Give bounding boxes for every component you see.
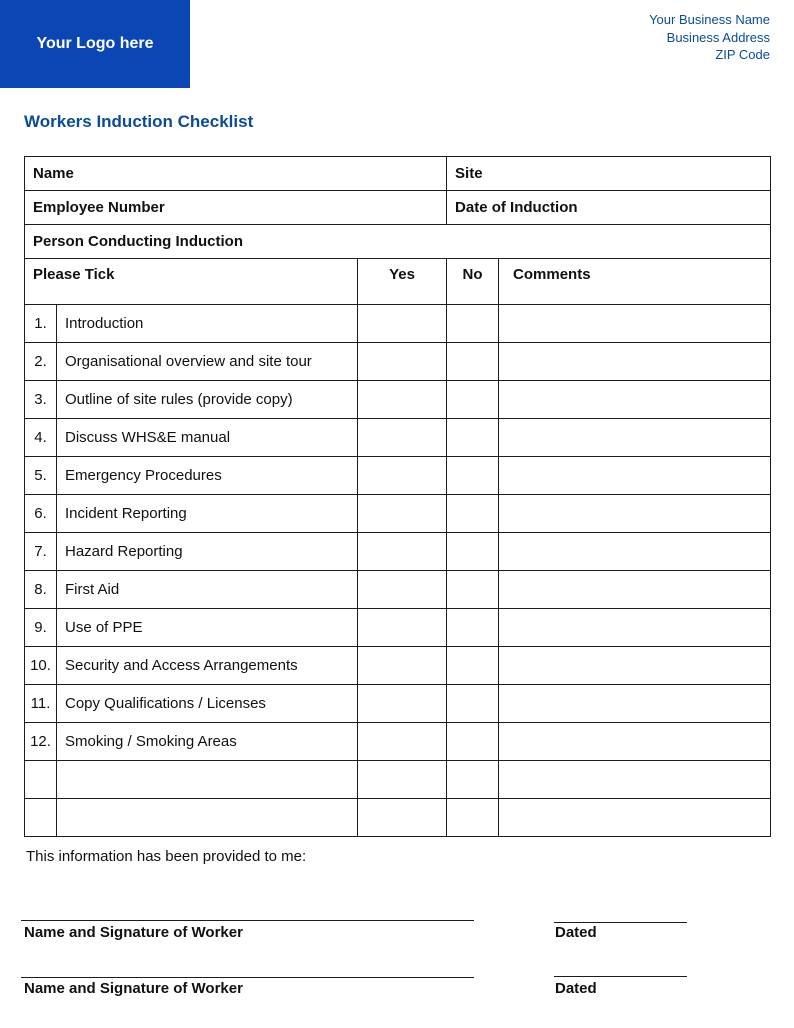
- dated-label-1: Dated: [555, 924, 597, 941]
- induction-form-table: [24, 156, 771, 837]
- info-row-employee: [25, 191, 771, 225]
- comments-cell[interactable]: [499, 495, 771, 533]
- site-label: Site: [455, 165, 483, 182]
- yes-tick-cell[interactable]: [358, 799, 447, 837]
- checklist-row: [25, 343, 771, 381]
- no-tick-cell[interactable]: [447, 609, 499, 647]
- employee-number-field[interactable]: [25, 191, 447, 225]
- dated-line-2[interactable]: [554, 976, 687, 977]
- checklist-row: [25, 457, 771, 495]
- no-tick-cell[interactable]: [447, 381, 499, 419]
- comments-cell[interactable]: [499, 647, 771, 685]
- no-tick-cell[interactable]: [447, 799, 499, 837]
- yes-tick-cell[interactable]: [358, 647, 447, 685]
- yes-tick-cell[interactable]: [358, 381, 447, 419]
- item-number: [25, 799, 57, 837]
- yes-tick-cell[interactable]: [358, 495, 447, 533]
- checklist-row: [25, 305, 771, 343]
- yes-tick-cell[interactable]: [358, 533, 447, 571]
- yes-tick-cell[interactable]: [358, 457, 447, 495]
- yes-tick-cell[interactable]: [358, 419, 447, 457]
- item-label: Introduction: [57, 305, 358, 343]
- yes-tick-cell[interactable]: [358, 571, 447, 609]
- item-label: [57, 799, 358, 837]
- item-number: 6.: [25, 495, 57, 533]
- comments-cell[interactable]: [499, 305, 771, 343]
- item-label: [57, 761, 358, 799]
- no-tick-cell[interactable]: [447, 723, 499, 761]
- checklist-row: [25, 761, 771, 799]
- no-tick-cell[interactable]: [447, 495, 499, 533]
- item-number: 12.: [25, 723, 57, 761]
- yes-tick-cell[interactable]: [358, 343, 447, 381]
- worker-signature-label-2: Name and Signature of Worker: [24, 980, 243, 997]
- date-of-induction-label: Date of Induction: [455, 199, 578, 216]
- date-of-induction-field[interactable]: [447, 191, 771, 225]
- comments-cell[interactable]: [499, 343, 771, 381]
- comments-header: Comments: [499, 259, 771, 305]
- no-tick-cell[interactable]: [447, 533, 499, 571]
- no-tick-cell[interactable]: [447, 647, 499, 685]
- item-label: Outline of site rules (provide copy): [57, 381, 358, 419]
- zip-code: ZIP Code: [715, 47, 770, 62]
- checklist-row: [25, 685, 771, 723]
- item-label: Smoking / Smoking Areas: [57, 723, 358, 761]
- no-tick-cell[interactable]: [447, 305, 499, 343]
- please-tick-header: Please Tick: [25, 259, 358, 305]
- item-label: First Aid: [57, 571, 358, 609]
- no-tick-cell[interactable]: [447, 457, 499, 495]
- site-field[interactable]: [447, 157, 771, 191]
- comments-cell[interactable]: [499, 381, 771, 419]
- employee-number-label: Employee Number: [33, 199, 165, 216]
- yes-tick-cell[interactable]: [358, 723, 447, 761]
- item-label: Emergency Procedures: [57, 457, 358, 495]
- info-row-name: [25, 157, 771, 191]
- item-number: 3.: [25, 381, 57, 419]
- info-row-person: [25, 225, 771, 259]
- business-info: [649, 11, 770, 64]
- checklist-row: [25, 799, 771, 837]
- comments-cell[interactable]: [499, 533, 771, 571]
- item-label: Use of PPE: [57, 609, 358, 647]
- item-number: 7.: [25, 533, 57, 571]
- comments-cell[interactable]: [499, 419, 771, 457]
- business-address: Business Address: [666, 29, 770, 45]
- comments-cell[interactable]: [499, 571, 771, 609]
- worker-signature-line-2[interactable]: [21, 977, 474, 978]
- checklist-row: [25, 647, 771, 685]
- yes-tick-cell[interactable]: [358, 761, 447, 799]
- no-header: No: [447, 259, 499, 305]
- item-label: Copy Qualifications / Licenses: [57, 685, 358, 723]
- item-number: 11.: [25, 685, 57, 723]
- checklist-row: [25, 609, 771, 647]
- checklist-row: [25, 381, 771, 419]
- comments-cell[interactable]: [499, 609, 771, 647]
- item-label: Organisational overview and site tour: [57, 343, 358, 381]
- no-tick-cell[interactable]: [447, 343, 499, 381]
- comments-cell[interactable]: [499, 685, 771, 723]
- name-field[interactable]: [25, 157, 447, 191]
- checklist-row: [25, 419, 771, 457]
- no-tick-cell[interactable]: [447, 571, 499, 609]
- comments-cell[interactable]: [499, 761, 771, 799]
- checklist-row: [25, 723, 771, 761]
- worker-signature-line-1[interactable]: [21, 920, 474, 921]
- person-conducting-field[interactable]: [25, 225, 771, 259]
- item-number: 1.: [25, 305, 57, 343]
- item-number: 2.: [25, 343, 57, 381]
- dated-label-2: Dated: [555, 980, 597, 997]
- comments-cell[interactable]: [499, 457, 771, 495]
- dated-line-1[interactable]: [554, 922, 687, 923]
- checklist-row: [25, 533, 771, 571]
- yes-tick-cell[interactable]: [358, 685, 447, 723]
- comments-cell[interactable]: [499, 723, 771, 761]
- checklist-row: [25, 495, 771, 533]
- yes-header: Yes: [358, 259, 447, 305]
- item-label: Incident Reporting: [57, 495, 358, 533]
- comments-cell[interactable]: [499, 799, 771, 837]
- name-label: Name: [33, 165, 74, 182]
- business-name: Your Business Name: [649, 12, 770, 27]
- item-number: 8.: [25, 571, 57, 609]
- item-number: 4.: [25, 419, 57, 457]
- logo-placeholder: Your Logo here: [0, 0, 190, 88]
- checklist-header-row: [25, 259, 771, 305]
- document-title: Workers Induction Checklist: [24, 112, 254, 131]
- item-number: [25, 761, 57, 799]
- yes-tick-cell[interactable]: [358, 609, 447, 647]
- worker-signature-label-1: Name and Signature of Worker: [24, 924, 243, 941]
- checklist-row: [25, 571, 771, 609]
- item-number: 5.: [25, 457, 57, 495]
- provided-text: This information has been provided to me:: [26, 848, 307, 865]
- no-tick-cell[interactable]: [447, 761, 499, 799]
- item-label: Discuss WHS&E manual: [57, 419, 358, 457]
- no-tick-cell[interactable]: [447, 419, 499, 457]
- no-tick-cell[interactable]: [447, 685, 499, 723]
- item-number: 9.: [25, 609, 57, 647]
- item-label: Hazard Reporting: [57, 533, 358, 571]
- item-label: Security and Access Arrangements: [57, 647, 358, 685]
- person-conducting-label: Person Conducting Induction: [33, 233, 243, 250]
- yes-tick-cell[interactable]: [358, 305, 447, 343]
- item-number: 10.: [25, 647, 57, 685]
